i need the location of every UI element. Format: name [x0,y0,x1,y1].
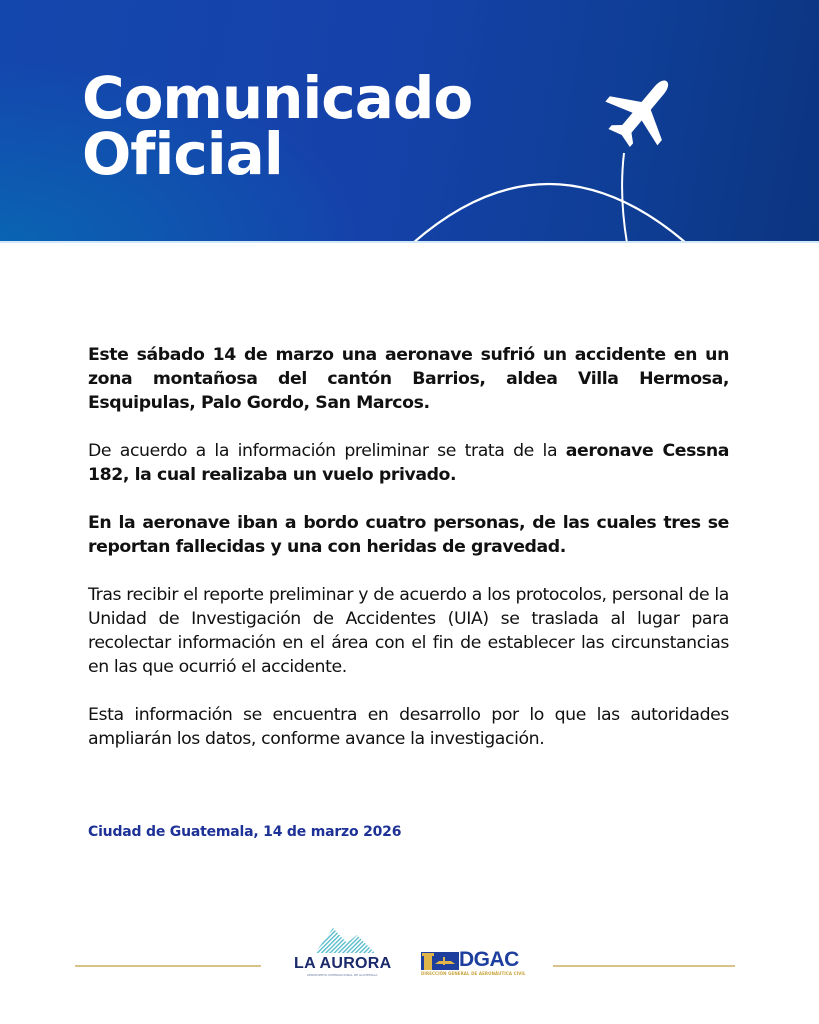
la-aurora-logo [285,925,397,980]
aircraft-model: aeronave Cessna 182, la cual realizaba un vuelo privado. [88,441,729,485]
dgac-logo [421,948,535,977]
paragraph-casualties: En la aeronave iban a bordo cuatro personas, de las cuales tres se reportan fallecidas y una con heridas de gravedad. [88,513,729,557]
footer-divider-right [553,965,735,967]
place-date: Ciudad de Guatemala, 14 de marzo 2026 [88,824,402,840]
paragraph-investigation: Tras recibir el reporte preliminar y de acuerdo a los protocolos, personal de la Unidad de Investigación de Accidentes (UIA) se traslada al lugar para recolectar información en el área con el fin de establecer las circunstancias en las que ocurrió el accidente. [88,585,729,677]
dgac-emblem-icon [421,952,459,970]
airplane-icon [593,60,693,160]
dgac-name: DGAC [459,948,519,971]
title-line-1: Comunicado [82,64,473,132]
aircraft-intro: De acuerdo a la información preliminar se trata de la [88,441,566,461]
footer-divider-left [75,965,261,967]
paragraph-ongoing: Esta información se encuentra en desarrollo por lo que las autoridades ampliarán los datos, conforme avance la investigación. [88,705,729,749]
la-aurora-name: LA AURORA [294,955,392,972]
dgac-subtitle: DIRECCIÓN GENERAL DE AERONÁUTICA CIVIL [421,971,526,976]
paragraph-incident: Este sábado 14 de marzo una aeronave sufrió un accidente en un zona montañosa del cantón Barrios, aldea Villa Hermosa, Esquipulas, Palo Gordo, San Marcos. [88,345,729,413]
page-title [82,64,473,188]
header-banner [0,0,819,243]
mountain-lines-icon [285,925,397,957]
paragraph-aircraft [88,439,729,487]
title-line-2: Oficial [82,120,283,188]
statement-body [88,343,729,775]
la-aurora-subtitle: AEROPUERTO INTERNACIONAL DE GUATEMALA [307,973,378,977]
